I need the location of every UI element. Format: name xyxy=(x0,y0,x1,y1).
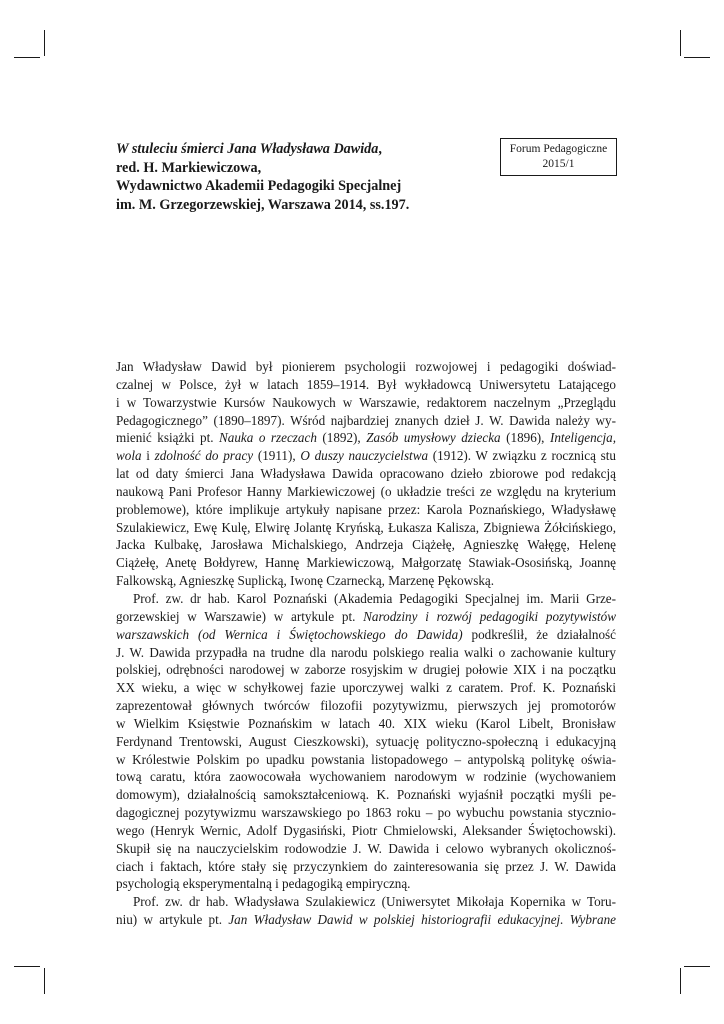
text-line: w Wielkim Księstwie Poznańskim w latach 40. XIX wieku (Karol Libelt, Bronisław xyxy=(116,715,616,731)
crop-mark-top-left-v xyxy=(44,30,45,56)
text-line: J. W. Dawida przypadła na trudne dla narodu polskiego realia walki o zachowanie kultury xyxy=(116,644,616,660)
crop-mark-top-right-v xyxy=(680,30,681,56)
journal-issue: 2015/1 xyxy=(542,158,575,170)
paragraph-3 xyxy=(116,893,616,929)
text-line: niu) w artykule pt. Jan Władysław Dawid w polskiej historiografii edukacyjnej. Wybrane xyxy=(116,912,616,928)
text-line: Ferdynand Trentowski, August Cieszkowski), sytuację polityczno-społeczną i edukacyjną xyxy=(116,733,616,749)
italic-title: Jan Władysław Dawid w polskiej historiografii edukacyjnej. Wybrane xyxy=(228,912,616,928)
publisher-details-line: im. M. Grzegorzewskiej, Warszawa 2014, ss.197. xyxy=(116,196,410,213)
crop-mark-bottom-left-v xyxy=(44,968,45,994)
text-line: ciach i faktach, które stały się przyczynkiem do zainteresowania się przez J. W. Dawida xyxy=(116,858,616,874)
book-title: W stuleciu śmierci Jana Władysława Dawida xyxy=(116,141,379,157)
italic-title: Narodziny i rozwój pedagogiki pozytywistów xyxy=(363,608,616,624)
text-line: gorzewskiej w Warszawie) w artykule pt. Narodziny i rozwój pedagogiki pozytywistów xyxy=(116,608,616,624)
text-line: Szulakiewicz, Ewę Kulę, Elwirę Jolantę Kryńską, Łukasza Kalisza, Zbigniewa Żółcińskiego, xyxy=(116,519,616,535)
text-line: wego (Henryk Wernic, Adolf Dygasiński, Piotr Chmielowski, Aleksander Świętochowski). xyxy=(116,822,616,838)
paragraph-1 xyxy=(116,358,616,590)
crop-mark-bottom-right-v xyxy=(680,968,681,994)
review-bibliographic-header xyxy=(116,140,496,214)
text-line: Skupił się na nauczycielskim rodowodzie J. W. Dawida i celowo wybranych okolicznoś- xyxy=(116,840,616,856)
crop-mark-top-left-h xyxy=(14,57,40,58)
crop-mark-bottom-left-h xyxy=(14,966,40,967)
italic-title: Inteligencja, xyxy=(549,430,617,446)
text-line: dagogicznej pozytywizmu warszawskiego po 1863 roku – po wybuchu powstania stycznio- xyxy=(116,805,616,821)
text-line: naukową Pani Profesor Hanny Markiewiczowej (o układzie treści ze względu na kryterium xyxy=(116,483,616,499)
publisher-line: Wydawnictwo Akademii Pedagogiki Specjalnej xyxy=(116,178,402,194)
text-line: tową caratu, która zaowocowała wychowaniem narodowym w rodzinie (wychowaniem xyxy=(116,769,616,785)
text-line: mienić książki pt. Nauka o rzeczach (1892), Zasób umysłowy dziecka (1896), Inteligencja, xyxy=(116,430,617,446)
text-line: lat od daty śmierci Jana Władysława Dawida opracowano dzieło zbiorowe pod redakcją xyxy=(116,466,616,482)
text-line: XX wieku, a więc w schyłkowej fazie uporczywej walki z caratem. Prof. K. Poznański xyxy=(116,680,616,696)
editor-line: red. H. Markiewiczowa, xyxy=(116,159,262,176)
italic-title: O duszy nauczycielstwa xyxy=(300,448,429,464)
text-line: czalnej w Polsce, żył w latach 1859–1914. Był wykładowcą Uniwersytetu Latającego xyxy=(116,376,616,392)
text-line: Prof. zw. dr hab. Karol Poznański (Akademia Pedagogiki Specjalnej im. Marii Grze- xyxy=(133,590,616,606)
text-line: Falkowską, Agnieszkę Suplicką, Iwonę Czarnecką, Marzenę Pękowską. xyxy=(116,573,495,589)
text-line: zaprezentował głównych twórców filozofii pozytywizmu, pierwszych jej promotorów xyxy=(116,698,616,714)
text-line: polskiej, odrębności narodowej w zaborze rosyjskim w drugiej połowie XIX i na początku xyxy=(116,662,616,678)
journal-badge xyxy=(500,138,617,176)
text-line: Jan Władysław Dawid był pionierem psychologii rozwojowej i pedagogiki doświad- xyxy=(116,359,616,374)
text-line: Pedagogicznego” (1890–1897). Wśród najbardziej znanych dzieł J. W. Dawida należy wy- xyxy=(116,412,616,428)
italic-title: zdolność do pracy xyxy=(154,448,254,464)
text-line: i w Towarzystwie Kursów Naukowych w Warszawie, redaktorem naczelnym „Przeglądu xyxy=(116,394,616,410)
paragraph-2 xyxy=(116,590,616,893)
journal-name: Forum Pedagogiczne xyxy=(509,143,608,155)
text-line: Jacka Kulbakę, Jarosława Michalskiego, Andrzeja Ciążełę, Agnieszkę Wałęgę, Helenę xyxy=(116,537,616,553)
text-line: psychologią eksperymentalną i pedagogiką empiryczną. xyxy=(116,876,411,892)
crop-mark-top-right-h xyxy=(684,57,710,58)
review-title-line: W stuleciu śmierci Jana Władysława Dawida, xyxy=(116,141,382,157)
crop-mark-bottom-right-h xyxy=(684,966,710,967)
text-line: Ciążełę, Anetę Bołdyrew, Hannę Markiewiczową, Małgorzatę Stawiak-Ososińską, Joannę xyxy=(116,555,616,571)
review-body xyxy=(116,358,616,929)
text-line: wola i zdolność do pracy (1911), O duszy nauczycielstwa (1912). W związku z rocznicą stu xyxy=(116,448,616,464)
text-line: domowym), działalnością samokształceniową. K. Poznański wyjaśnił początki myśli pe- xyxy=(116,787,616,803)
text-line: problemowe), które implikuje artykuły napisane przez: Karola Poznańskiego, Władysławę xyxy=(116,501,616,517)
text-line: warszawskich (od Wernica i Świętochowskiego do Dawida) podkreślił, że działalność xyxy=(116,626,616,642)
italic-title: Zasób umysłowy dziecka xyxy=(366,430,501,446)
text-line: w Królestwie Polskim po upadku powstania listopadowego – antypolską politykę oświa- xyxy=(116,751,616,767)
italic-title: Nauka o rzeczach xyxy=(219,430,317,446)
text-line: Prof. zw. dr hab. Władysława Szulakiewicz (Uniwersytet Mikołaja Kopernika w Toru- xyxy=(133,894,616,910)
italic-title: warszawskich (od Wernica i Świętochowskiego do Dawida) xyxy=(116,626,463,642)
italic-title: wola xyxy=(116,448,142,464)
